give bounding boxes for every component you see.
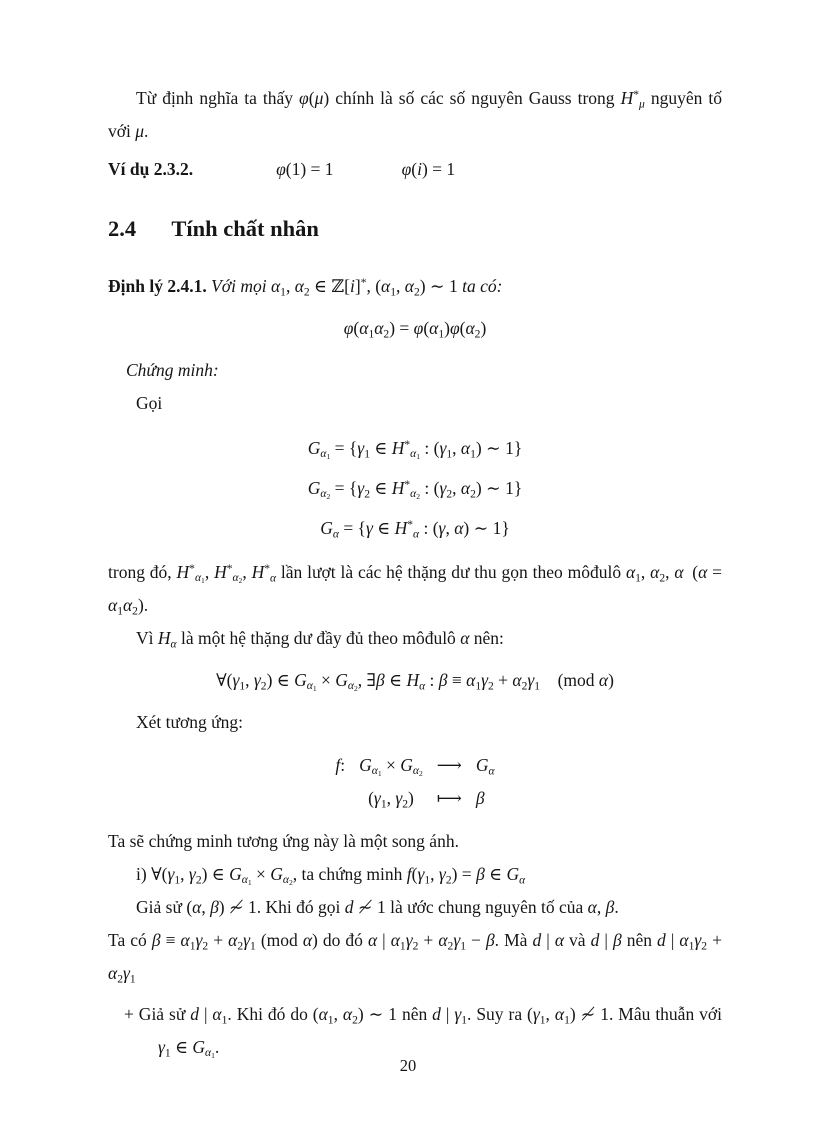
italic-text: Chứng minh: <box>126 360 219 380</box>
italic-text: ta có: <box>457 276 503 296</box>
inline-math: d | β <box>590 930 622 950</box>
bold-text: Định lý 2.4.1. <box>108 276 207 296</box>
inline-math: $H^*_\mu$ <box>620 88 645 111</box>
inline-math: α <box>598 670 609 690</box>
bullet-item: + Giả sử d | $\alpha_1$. Khi đó do ($\alpha_1$, $\alpha_2$) ∼ 1 nên d | $\gamma_1$. Suy ra ($\gamma_1$, $\alpha_1$) ≁ 1. Mâu thuẫn với $\gamma_1$ ∈ $G_{\alpha_1}$. <box>124 1004 723 1061</box>
inline-math: d | $\gamma_1$ <box>432 1004 467 1027</box>
example-label: Ví dụ 2.3.2. <box>108 159 194 179</box>
inline-math: α | $\alpha_1\gamma_2 + \alpha_2\gamma_1 - \beta$ <box>367 930 495 953</box>
map-element: ($\gamma_1$, $\gamma_2$) <box>368 788 414 811</box>
inline-math: $\gamma_1$ ∈ $G_{\alpha_1}$ <box>158 1037 215 1061</box>
inline-math: α <box>460 628 470 648</box>
italic-text: Với mọi <box>206 276 271 296</box>
section-title: Tính chất nhân <box>171 216 319 241</box>
paragraph-trong-do: trong đó, $H^*_{\alpha_1}$, $H^*_{\alpha_2}$, $H^*_\alpha$ lần lượt là các hệ thặng dư thu gọn theo môđulô $\alpha_1$, $\alpha_2$, α $(\alpha = \alpha_1\alpha_2)$. <box>108 562 723 618</box>
section-number: 2.4 <box>108 216 137 241</box>
page-number: 20 <box>399 1056 417 1075</box>
example-formula-1: φ(1) = 1 <box>276 159 334 179</box>
mapping-display <box>108 749 722 815</box>
mapping-grid <box>335 749 494 815</box>
equation-g-alpha2: $G_{\alpha_2} = \{\gamma_2$ ∈ $H^*_{\alpha_2}$ : ($\gamma_2$, $\alpha_2$) ∼ 1} <box>307 478 523 502</box>
map-codomain: $G_\alpha$ <box>475 755 495 778</box>
paragraph-intro: Từ định nghĩa ta thấy φ(μ) chính là số các số nguyên Gauss trong $H^*_\mu$ nguyên tố với μ. <box>108 88 722 141</box>
inline-math: ($\gamma_1$, $\alpha_1$) ≁ 1 <box>527 1004 609 1027</box>
inline-math: φ(μ) <box>299 88 330 108</box>
inline-math: $H^*_{\alpha_1}$, $H^*_{\alpha_2}$, $H^*_\alpha$ <box>176 562 277 586</box>
inline-math: $f(\gamma_1$, $\gamma_2) = \beta$ ∈ $G_\alpha$ <box>406 864 526 887</box>
maps-to-arrow: ⟼ <box>436 788 462 808</box>
paragraph-gia-su: Giả sử (α, β) ≁ 1. Khi đó gọi d ≁ 1 là ước chung nguyên tố của α, β. <box>136 897 619 917</box>
equation-g-alpha: $G_\alpha = \{\gamma$ ∈ $H^*_\alpha$ : (γ, α) ∼ 1} <box>320 518 510 541</box>
inline-math: ($\alpha_1$, $\alpha_2$) ∼ 1 <box>312 1004 398 1027</box>
inline-math: $\alpha_1$, $\alpha_2$, α $(\alpha = \alpha_1\alpha_2)$ <box>108 562 723 618</box>
inline-math: μ <box>135 121 145 141</box>
long-right-arrow: ⟶ <box>436 755 462 775</box>
equation-g-alpha1: $G_{\alpha_1} = \{\gamma_1$ ∈ $H^*_{\alpha_1}$ : ($\gamma_1$, $\alpha_1$) ∼ 1} <box>307 438 523 462</box>
inline-math: $\alpha_1$, $\alpha_2$ ∈ ℤ[i]*, ($\alpha_1$, $\alpha_2$) ∼ 1 <box>270 276 458 299</box>
inline-math: d | $\alpha_1\gamma_2 + \alpha_2\gamma_1$ <box>108 930 722 986</box>
example-line <box>108 153 722 186</box>
inline-math: d ≁ 1 <box>344 897 386 917</box>
equation-forall: $\forall(\gamma_1$, $\gamma_2$) ∈ $G_{\alpha_1} \times G_{\alpha_2}$, ∃β ∈ $H_\alpha$ : $\beta \equiv \alpha_1\gamma_2 + \alpha_2\gamma_1$ (mod α) <box>216 670 614 694</box>
theorem-paragraph <box>108 270 722 303</box>
inline-math: d | $\alpha_1$ <box>190 1004 228 1027</box>
map-image: β <box>475 788 485 808</box>
section-heading <box>108 215 722 243</box>
inline-math: $\beta \equiv \alpha_1\gamma_2 + \alpha_2\gamma_1$ <box>151 930 256 953</box>
paragraph-vi-h-alpha: Vì $H_\alpha$ là một hệ thặng dư đầy đủ theo môđulô α nên: <box>136 628 504 651</box>
inline-math: $\forall(\gamma_1$, $\gamma_2$) ∈ $G_{\alpha_1} \times G_{\alpha_2}$, ∃β ∈ $H_\alpha$ : $\beta \equiv \alpha_1\gamma_2 + \alpha_2\gamma_1$ <box>216 670 541 694</box>
paragraph-ta-co: Ta có $\beta \equiv \alpha_1\gamma_2 + \alpha_2\gamma_1$ (mod α) do đó α | $\alpha_1\gamma_2 + \alpha_2\gamma_1 - \beta$. Mà d | α và d | β nên d | $\alpha_1\gamma_2 + \alpha_2\gamma_1$ <box>108 930 722 986</box>
inline-math: (α, β) ≁ 1 <box>186 897 257 917</box>
inline-math: $H_\alpha$ <box>157 628 177 651</box>
proof-label <box>108 354 722 387</box>
equation-group <box>108 428 722 548</box>
equation-multiplicative: $\varphi(\alpha_1\alpha_2) = \varphi(\alpha_1)\varphi(\alpha_2)$ <box>343 318 487 341</box>
paragraph-xet-tuong-ung: Xét tương ứng: <box>136 712 243 732</box>
paragraph-ta-se: Ta sẽ chứng minh tương ứng này là một song ánh. <box>108 831 459 851</box>
paragraph-item-i: i) $\forall(\gamma_1$, $\gamma_2$) ∈ $G_{\alpha_1} \times G_{\alpha_2}$, ta chứng minh $f(\gamma_1$, $\gamma_2) = \beta$ ∈ $G_\alpha$ <box>136 864 526 888</box>
inline-math: d | α <box>532 930 564 950</box>
example-formula-2: φ(i) = 1 <box>401 159 456 179</box>
proof-goi: Gọi <box>136 393 163 413</box>
map-domain: $G_{\alpha_1} \times G_{\alpha_2}$ <box>359 755 423 779</box>
text-column <box>108 82 722 1064</box>
inline-math: $\forall(\gamma_1$, $\gamma_2$) ∈ $G_{\alpha_1} \times G_{\alpha_2}$, <box>151 864 298 888</box>
inline-math: α, β <box>587 897 615 917</box>
map-f-label: f: <box>335 755 346 775</box>
inline-math: α <box>302 930 312 950</box>
